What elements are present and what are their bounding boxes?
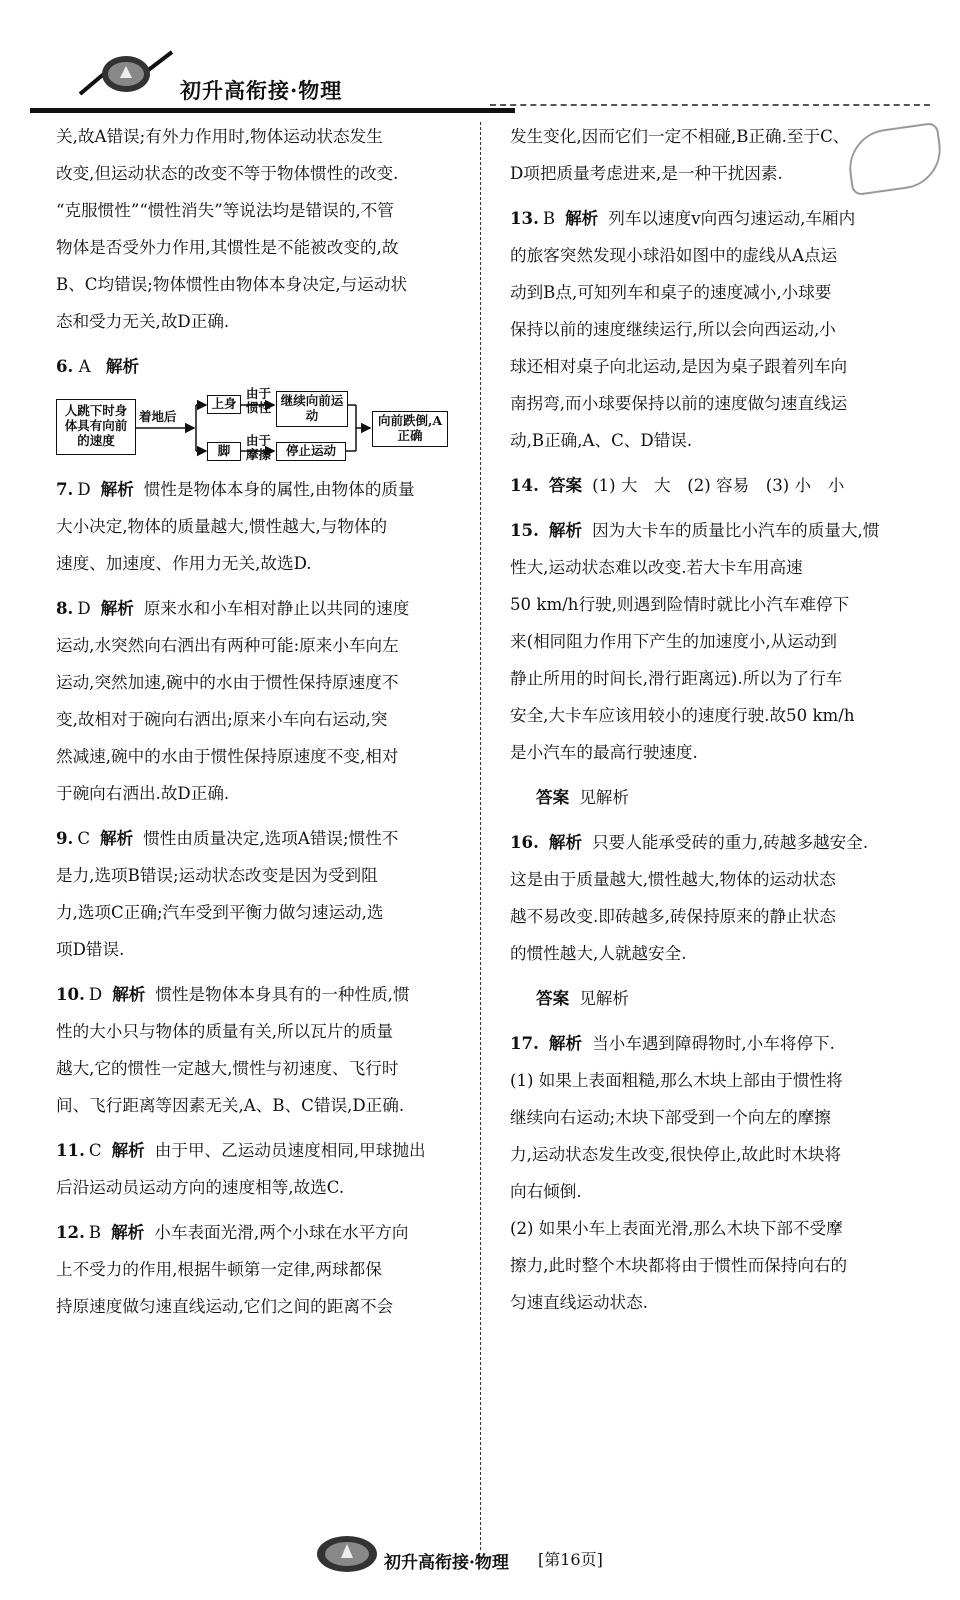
header-dashed-rule [490,104,930,106]
inertia-flow-diagram [56,386,476,465]
analysis-label: 解析 [111,1140,145,1160]
question-first-line [56,976,476,1013]
question-block [510,512,935,771]
right-column [510,118,935,1321]
footer-title: 初升高衔接·物理 [384,1553,509,1573]
question-number: 10. [56,984,85,1004]
diagram-conclusion-box: 向前跌倒,A正确 [372,411,448,447]
question-block [510,824,935,972]
text-line: 这是由于质量越大,惯性越大,物体的运动状态 [510,870,836,889]
question-block [510,467,935,504]
question-text: 由于甲、乙运动员速度相同,甲球抛出 [154,1141,426,1160]
question-text: 因为大卡车的质量比小汽车的质量大,惯 [592,521,880,540]
question-number: 17. [510,1033,539,1053]
question-block [510,118,935,192]
question-number: 9. [56,828,74,848]
question-number: 7. [56,479,74,499]
text-line: 安全,大卡车应该用较小的速度行驶.故50 km/h [510,706,855,725]
text-line: 擦力,此时整个木块都将由于惯性而保持向右的 [510,1256,848,1275]
text-line: 间、飞行距离等因素无关,A、B、C错误,D正确. [56,1096,405,1115]
question-number: 16. [510,832,539,852]
analysis-label: 解析 [548,1033,583,1053]
question-block [56,471,476,582]
diagram-lower-result-box: 停止运动 [276,442,346,461]
text-line: 是小汽车的最高行驶速度. [510,743,698,762]
question-first-line [510,779,935,816]
question-answer: A [78,357,91,376]
analysis-label: 解析 [112,984,146,1004]
question-number: 11. [56,1140,85,1160]
text-line: 越大,它的惯性一定越大,惯性与初速度、飞行时 [56,1059,399,1078]
text-line: 变,故相对于碗向右洒出;原来小车向右运动,突 [56,710,388,729]
answer-label: 答案 [548,475,583,495]
text-line: 向右倾倒. [510,1182,582,1201]
text-line: (2) 如果小车上表面光滑,那么木块下部不受摩 [510,1219,843,1238]
question-first-line [56,820,476,857]
question-text: 小车表面光滑,两个小球在水平方向 [154,1223,409,1242]
text-line: 大小决定,物体的质量越大,惯性越大,与物体的 [56,517,388,536]
text-line: 是力,选项B错误;运动状态改变是因为受到阻 [56,866,378,885]
text-line: 继续向右运动;木块下部受到一个向左的摩擦 [510,1108,831,1127]
question-6 [56,348,476,385]
text-line: 于碗向右洒出.故D正确. [56,784,230,803]
question-block [510,779,935,816]
publisher-logo-icon [78,48,174,98]
question-first-line [510,200,935,237]
text-line: (1) 如果上表面粗糙,那么木块上部由于惯性将 [510,1071,843,1090]
question-answer: C [88,1141,102,1160]
question-number: 13. [510,208,539,228]
question-block [56,590,476,812]
question-number: 15. [510,520,539,540]
question-answer: B [542,209,556,228]
answer-label: 答案 [536,988,570,1008]
question-text: 列车以速度v向西匀速运动,车厢内 [608,209,856,228]
question-first-line [510,1025,935,1062]
text-line: “克服惯性”“惯性消失”等说法均是错误的,不管 [56,201,394,220]
text-line: 静止所用的时间长,滑行距离远).所以为了行车 [510,669,843,688]
question-number: 8. [56,598,74,618]
question-block [56,820,476,968]
text-line: 的旅客突然发现小球沿如图中的虚线从A点运 [510,246,838,265]
question-answer: D [77,480,91,499]
diagram-lower-reason: 由于摩擦 [246,433,272,462]
left-questions [56,471,476,1325]
diagram-upper-part-box: 上身 [207,395,241,414]
text-line: 态和受力无关,故D正确. [56,312,230,331]
publisher-logo-icon [312,1530,382,1574]
question-first-line [56,590,476,627]
text-line: 项D错误. [56,940,125,959]
text-line: 然减速,碗中的水由于惯性保持原速度不变,相对 [56,747,399,766]
text-line: 动,B正确,A、C、D错误. [510,431,693,450]
text-line: 力,选项C正确;汽车受到平衡力做匀速运动,选 [56,903,384,922]
question-block [510,200,935,459]
text-line: D项把质量考虑进来,是一种干扰因素. [510,164,783,183]
question-text: 见解析 [579,788,629,807]
text-line: 上不受力的作用,根据牛顿第一定律,两球都保 [56,1260,382,1279]
answer-label: 答案 [536,787,570,807]
question-answer: D [77,599,91,618]
text-line: 匀速直线运动状态. [510,1293,649,1312]
header-rule [30,108,515,113]
analysis-label: 解析 [548,520,583,540]
question-first-line [56,471,476,508]
question-first-line [56,1214,476,1251]
text-line: 50 km/h行驶,则遇到险情时就比小汽车难停下 [510,595,850,614]
question-text: 惯性是物体本身具有的一种性质,惯 [155,985,410,1004]
text-line: 关,故A错误;有外力作用时,物体运动状态发生 [56,127,383,146]
text-line: 物体是否受外力作用,其惯性是不能被改变的,故 [56,238,399,257]
analysis-label: 解析 [100,598,134,618]
text-line: 南拐弯,而小球要保持以前的速度做匀速直线运 [510,394,848,413]
analysis-label: 解析 [105,356,140,376]
analysis-label: 解析 [565,208,599,228]
text-line: 来(相同阻力作用下产生的加速度小,从运动到 [510,632,838,651]
analysis-label: 解析 [111,1222,145,1242]
text-line: 运动,水突然向右洒出有两种可能:原来小车向左 [56,636,399,655]
question-number: 14. [510,475,539,495]
diagram-upper-reason: 由于惯性 [246,386,272,415]
question-text: 见解析 [579,989,629,1008]
text-line: 持原速度做匀速直线运动,它们之间的距离不会 [56,1297,394,1316]
header-title: 初升高衔接·物理 [180,78,343,103]
text-line: 性大,运动状态难以改变.若大卡车用高速 [510,558,803,577]
text-line: 动到B点,可知列车和桌子的速度减小,小球要 [510,283,832,302]
diagram-upper-result-box: 继续向前运动 [276,391,348,427]
diagram-arrow-label: 着地后 [139,409,177,424]
continuation-5 [56,118,476,340]
question-number: 12. [56,1222,85,1242]
right-questions [510,118,935,1321]
left-column [56,118,476,1325]
question-answer: B [88,1223,102,1242]
text-line: 球还相对桌子向北运动,是因为桌子跟着列车向 [510,357,848,376]
text-line: 越不易改变.即砖越多,砖保持原来的静止状态 [510,907,836,926]
question-block [56,1132,476,1206]
diagram-lower-part-box: 脚 [207,442,241,461]
question-block [510,1025,935,1321]
question-block [56,976,476,1124]
text-line: 的惯性越大,人就越安全. [510,944,687,963]
page-number: [第16页] [538,1550,603,1569]
question-text: 惯性由质量决定,选项A错误;惯性不 [143,829,399,848]
text-line: 运动,突然加速,碗中的水由于惯性保持原速度不 [56,673,399,692]
analysis-label: 解析 [100,828,134,848]
text-line: 保持以前的速度继续运行,所以会向西运动,小 [510,320,836,339]
text-line: 改变,但运动状态的改变不等于物体惯性的改变. [56,164,399,183]
question-first-line [510,980,935,1017]
question-first-line [510,512,935,549]
question-text: 当小车遇到障碍物时,小车将停下. [592,1034,835,1053]
question-text: 只要人能承受砖的重力,砖越多越安全. [592,833,869,852]
text-line: 力,运动状态发生改变,很快停止,故此时木块将 [510,1145,842,1164]
diagram-start-box: 人跳下时身体具有向前的速度 [56,399,136,455]
text-line: B、C均错误;物体惯性由物体本身决定,与运动状 [56,275,408,294]
question-number: 6. [56,356,74,376]
question-first-line [56,1132,476,1169]
page-header [30,40,510,115]
question-block [510,980,935,1017]
text-line: 后沿运动员运动方向的速度相等,故选C. [56,1178,345,1197]
column-divider [480,122,481,1550]
text-line: 性的大小只与物体的质量有关,所以瓦片的质量 [56,1022,394,1041]
question-block [56,1214,476,1325]
text-line: 速度、加速度、作用力无关,故选D. [56,554,312,573]
analysis-label: 解析 [100,479,134,499]
question-text: (1) 大 大 (2) 容易 (3) 小 小 [592,476,845,495]
question-first-line [510,467,935,504]
question-answer: C [77,829,91,848]
page-footer [300,1530,680,1580]
text-line: 发生变化,因而它们一定不相碰,B正确.至于C、 [510,127,850,146]
analysis-label: 解析 [548,832,583,852]
question-text: 惯性是物体本身的属性,由物体的质量 [143,480,415,499]
question-first-line [510,824,935,861]
question-text: 原来水和小车相对静止以共同的速度 [143,599,410,618]
question-answer: D [88,985,103,1004]
